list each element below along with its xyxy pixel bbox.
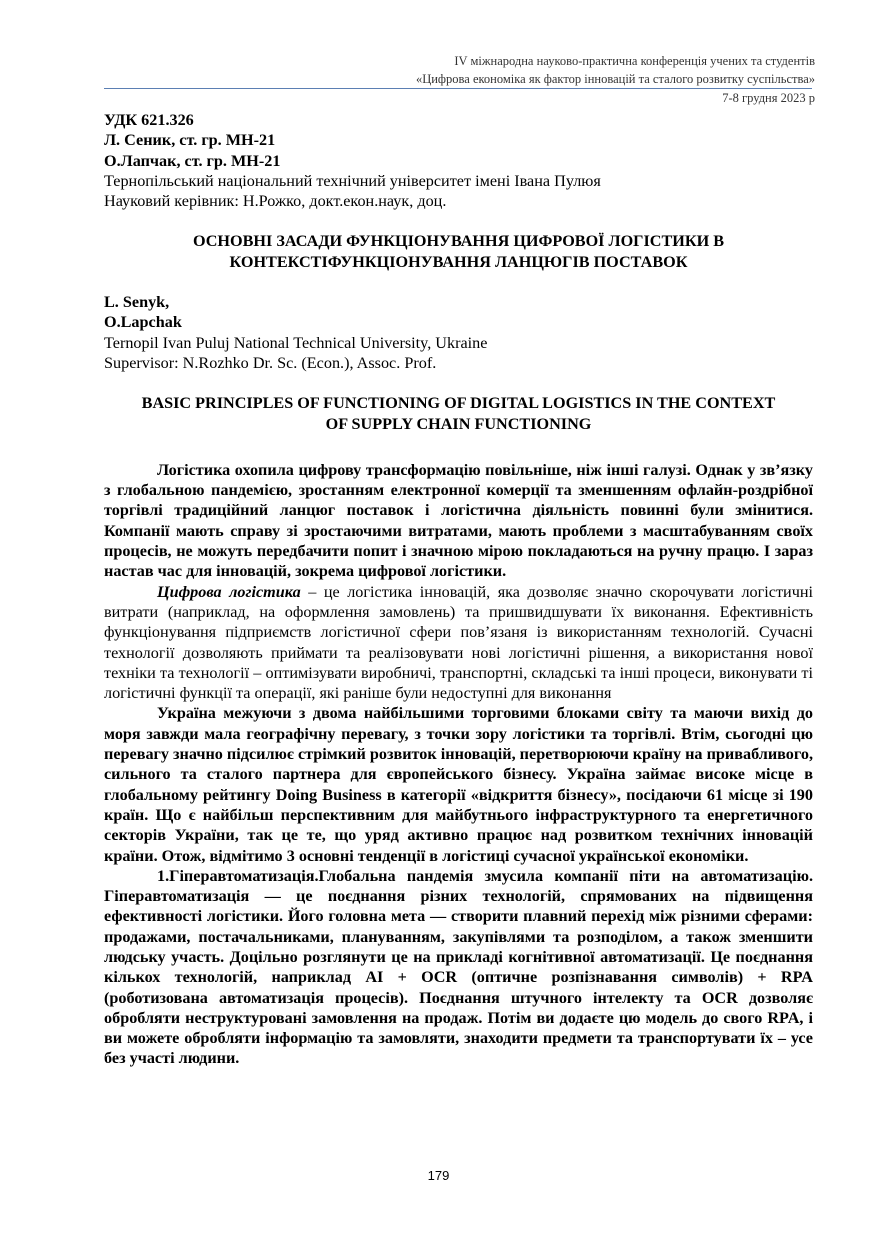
paper-body: [104, 110, 813, 1069]
term-digital-logistics: Цифрова логістика: [157, 582, 301, 601]
header-divider: [104, 88, 812, 89]
supervisor-ua: Науковий керівник: Н.Рожко, докт.екон.наук, доц.: [104, 192, 447, 211]
affiliation-en: Ternopil Ivan Puluj National Technical University, Ukraine: [104, 333, 488, 352]
paragraph-1: Логістика охопила цифрову трансформацію повільніше, ніж інші галузі. Однак у звʼязку з глобальною пандемією, зростанням електронної комерції та зменшенням офлайн-роздрібної торгівлі традиційний ланцюг поставок і логістична діяльність повинні були змінитися. Компанії мають справу зі зростаючими витратами, мають проблеми з масштабуванням своїх процесів, не можуть передбачити попит і значною мірою покладаються на ручну працю. І зараз настав час для інновацій, зокрема цифрової логістики.: [104, 460, 813, 581]
author-en-2: O.Lapchak: [104, 313, 182, 332]
paragraph-3-text: Україна межуючи з двома найбільшими торговими блоками світу та маючи вихід до моря завжди мала географічну перевагу, з точки зору логістики та торгівлі. Втім, сьогодні цю перевагу значно підсилює стрімкий розвиток інновацій, перетворюючи країну на привабливого, сильного та сталого партнера для європейського бізнесу. Україна займає високе місце в глобальному рейтингу Doing Business в категорії «відкриття бізнесу», посідаючи 61 місце зі 190 країн. Що є найбільш перспективним для майбутнього інфраструктурного та енергетичного секторів України, так це те, що уряд активно працює над розвитком технічних інновацій країни. Отож, відмітимо: [104, 704, 813, 865]
running-header: [55, 52, 815, 88]
page-number: 179: [427, 1168, 450, 1183]
title-ua-line-2: КОНТЕКСТІФУНКЦІОНУВАННЯ ЛАНЦЮГІВ ПОСТАВОК: [229, 252, 688, 271]
header-date: 7-8 грудня 2023 р: [722, 91, 815, 105]
title-ua-line-1: ОСНОВНІ ЗАСАДИ ФУНКЦІОНУВАННЯ ЦИФРОВОЇ ЛОГІСТИКИ В: [192, 232, 725, 251]
title-en: [104, 393, 813, 434]
paragraph-4: [104, 866, 813, 1069]
title-ua: [104, 231, 813, 272]
term-hyperautomation: 1.Гіперавтоматизація.: [157, 866, 319, 885]
paragraph-2: [104, 582, 813, 704]
udk-code: УДК 621.326: [104, 111, 194, 129]
title-en-line-1: BASIC PRINCIPLES OF FUNCTIONING OF DIGITAL LOGISTICS IN THE CONTEXT: [141, 394, 776, 413]
header-conference-title: «Цифрова економіка як фактор інновацій та сталого розвитку суспільства»: [415, 72, 815, 86]
paragraph-4-text: Глобальна пандемія змусила компанії піти на автоматизацію. Гіперавтоматизація — це поєднання різних технологій, спрямованих на підвищення ефективності логістики. Його головна мета — створити плавний перехід між різними сферами: продажами, постачальниками, плануванням, закупівлями та розподілом, а також зменшити людську участь. Доцільно розглянути це на прикладі когнітивної автоматизації. Це поєднання кількох технологій, наприклад AI + OCR (оптичне розпізнавання символів) + RPA (роботизована автоматизація процесів). Поєднання штучного інтелекту та OCR дозволяє обробляти неструктуровані замовлення на продаж. Потім ви додаєте цю модель до свого RPA, і ви можете обробляти інформацію та замовляти, знаходити предмети та транспортувати їх – усе без участі людини.: [104, 866, 813, 1068]
title-en-line-2: OF SUPPLY CHAIN FUNCTIONING: [325, 414, 592, 433]
header-conference-line: IV міжнародна науково-практична конференція учених та студентів: [454, 54, 815, 68]
paragraph-3-emphasis: 3 основні тенденції в логістиці сучасної української економіки.: [286, 846, 749, 865]
supervisor-en: Supervisor: N.Rozhko Dr. Sc. (Econ.), Assoc. Prof.: [104, 353, 437, 372]
affiliation-ua: Тернопільський національний технічний університет імені Івана Пулюя: [104, 171, 601, 190]
author-ua-1: Л. Сеник, ст. гр. МН-21: [104, 131, 276, 150]
paragraph-3: [104, 703, 813, 865]
paragraph-2-text: – це логістика інновацій, яка дозволяє значно скорочувати логістичні витрати (наприклад, на оформлення замовлень) та пришвидшувати їх виконання. Ефективність функціонування підприємств логістичної сфери пов’язаня із використанням технологій. Сучасні технології дозволяють приймати та реалізовувати нові логістичні рішення, а використання нової техніки та технології – оптимізувати виробничі, транспортні, складські та інші процеси, виконувати ті логістичні функції та операції, які раніше були недоступні для виконання: [104, 582, 813, 703]
author-ua-2: О.Лапчак, ст. гр. МН-21: [104, 151, 281, 170]
author-en-1: L. Senyk,: [104, 293, 170, 312]
